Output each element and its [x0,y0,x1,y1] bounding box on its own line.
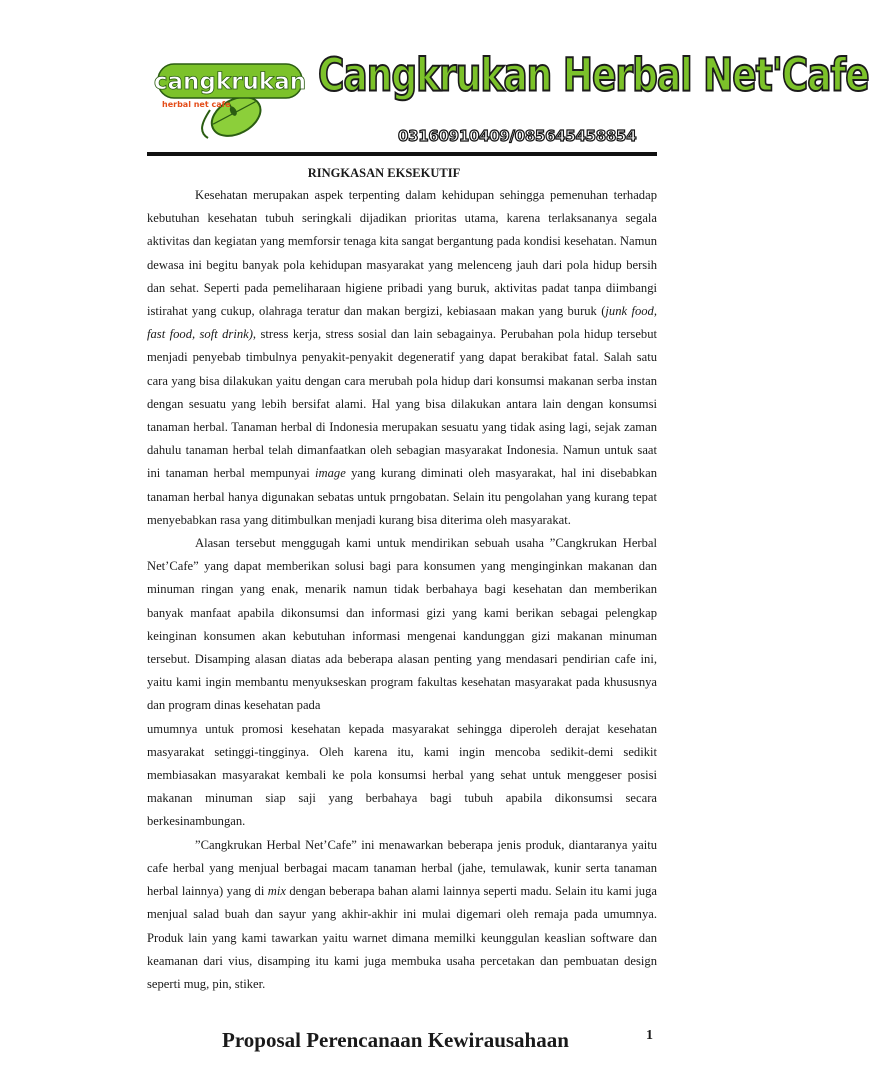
paragraph-1-italic-image: image [315,466,346,481]
page-number: 1 [646,1028,653,1043]
paragraph-4-text-c: dengan beberapa bahan alami lainnya seperti madu. Selain itu kami juga menjual salad buah dan sayur yang akhir-akhir ini mulai digemari oleh remaja pada umumnya. Produk lain yang kami tawarkan yaitu warnet dimana memilki keunggulan keaslian software dan keamanan dari vius, disamping itu kami juga membuka usaha percetakan dan pembuatan design seperti mug, pin, stiker. [147,884,657,991]
paragraph-1-text-e: yang kurang diminati oleh masyarakat, hal ini disebabkan tanaman herbal hanya digunakan sebatas untuk prngobatan. Selain itu pengolahan yang kurang tepat menyebabkan rasa yang ditimbulkan menjadi kurang bisa diterima oleh masyarakat. [147,466,657,527]
cafe-logo [150,52,310,144]
mouse-logo-icon [150,52,310,144]
paragraph-2: Alasan tersebut menggugah kami untuk mendirikan sebuah usaha ”Cangkrukan Herbal Net’Cafe” yang dapat memberikan solusi bagi para konsumen yang menginginkan makanan dan minuman ringan yang enak, menarik namun tidak berbahaya bagi kesehatan dan memberikan banyak manfaat apabila dikonsumsi dan informasi gizi yang kami berikan sebagai pelengkap keinginan konsumen akan kebutuhan informasi mengenai kandunggan gizi makanan minuman tersebut. Disamping alasan diatas ada beberapa alasan penting yang mendasari pendirian cafe ini, yaitu kami ingin membantu menyukseskan program fakultas kesehatan masyarakat pada khususnya dan program dinas kesehatan pada [147,536,657,713]
paragraph-1-text-c: , stress kerja, stress sosial dan lain sebagainya. Perubahan pola hidup tersebut menjadi penyebab timbulnya penyakit-penyakit degeneratif yang dapat berakibat fatal. Salah satu cara yang bisa dilakukan yaitu dengan cara merubah pola hidup dari konsumsi makanan serba instan dengan sesuatu yang lebih bersifat alami. Hal yang bisa dilakukan antara lain dengan konsumsi tanaman herbal. Tanaman herbal di Indonesia merupakan sesuatu yang tidak asing lagi, sejak zaman dahulu tanaman herbal telah dimanfaatkan oleh sebagian masyarakat Indonesia. Namun untuk saat ini tanaman herbal mempunyai [147,327,658,481]
paragraph-1-italic-foods: junk food, fast food, soft drink) [147,304,657,342]
header-divider [147,152,657,156]
paragraph-4-italic-mix: mix [267,884,286,899]
brand-title: Cangkrukan Herbal Net'Cafe [318,50,869,102]
paragraph-4-text-a: ”Cangkrukan Herbal Net’Cafe” ini menawarkan beberapa jenis produk, diantaranya yaitu cafe herbal yang menjual berbagai macam tanaman herbal (jahe, temulawak, kunir serta tanaman herbal lainnya) yang di [147,837,657,899]
paragraph-3: umumnya untuk promosi kesehatan kepada masyarakat sehingga diperoleh derajat kesehatan masyarakat setinggi-tingginya. Oleh karena itu, kami ingin mencoba sedikit-demi sedikit membiasakan masyarakat kembali ke pola konsumsi herbal yang sehat untuk menggeser posisi makanan minuman siap saji yang berbahaya bagi tubuh apabila dikonsumsi secara berkesinambungan. [147,721,657,829]
svg-text:herbal net cafe: herbal net cafe [162,100,231,109]
paragraph-4 [147,834,657,996]
paragraph-1-text-a: Kesehatan merupakan aspek terpenting dalam kehidupan sehingga pemenuhan terhadap kebutuhan kesehatan tubuh seringkali dijadikan prioritas utama, karena terlaksananya segala aktivitas dan kegiatan yang memforsir tenaga kita sangat bergantung pada kondisi kesehatan. Namun dewasa ini begitu banyak pola kehidupan masyarakat yang melenceng jauh dari pola hidup bersih dan sehat. Seperti pada pemeliharaan higiene pribadi yang buruk, aktivitas padat tanpa diimbangi istirahat yang cukup, olahraga teratur dan makan bergizi, kebiasaan makan yang buruk ( [147,188,657,319]
paragraph-1 [147,184,657,532]
document-body [147,184,657,996]
phone-number: 03160910409/085645458854 [398,127,637,145]
footer-title: Proposal Perencanaan Kewirausahaan [222,1028,569,1052]
document-title: RINGKASAN EKSEKUTIF [307,166,461,180]
svg-text:cangkrukan: cangkrukan [153,69,307,95]
